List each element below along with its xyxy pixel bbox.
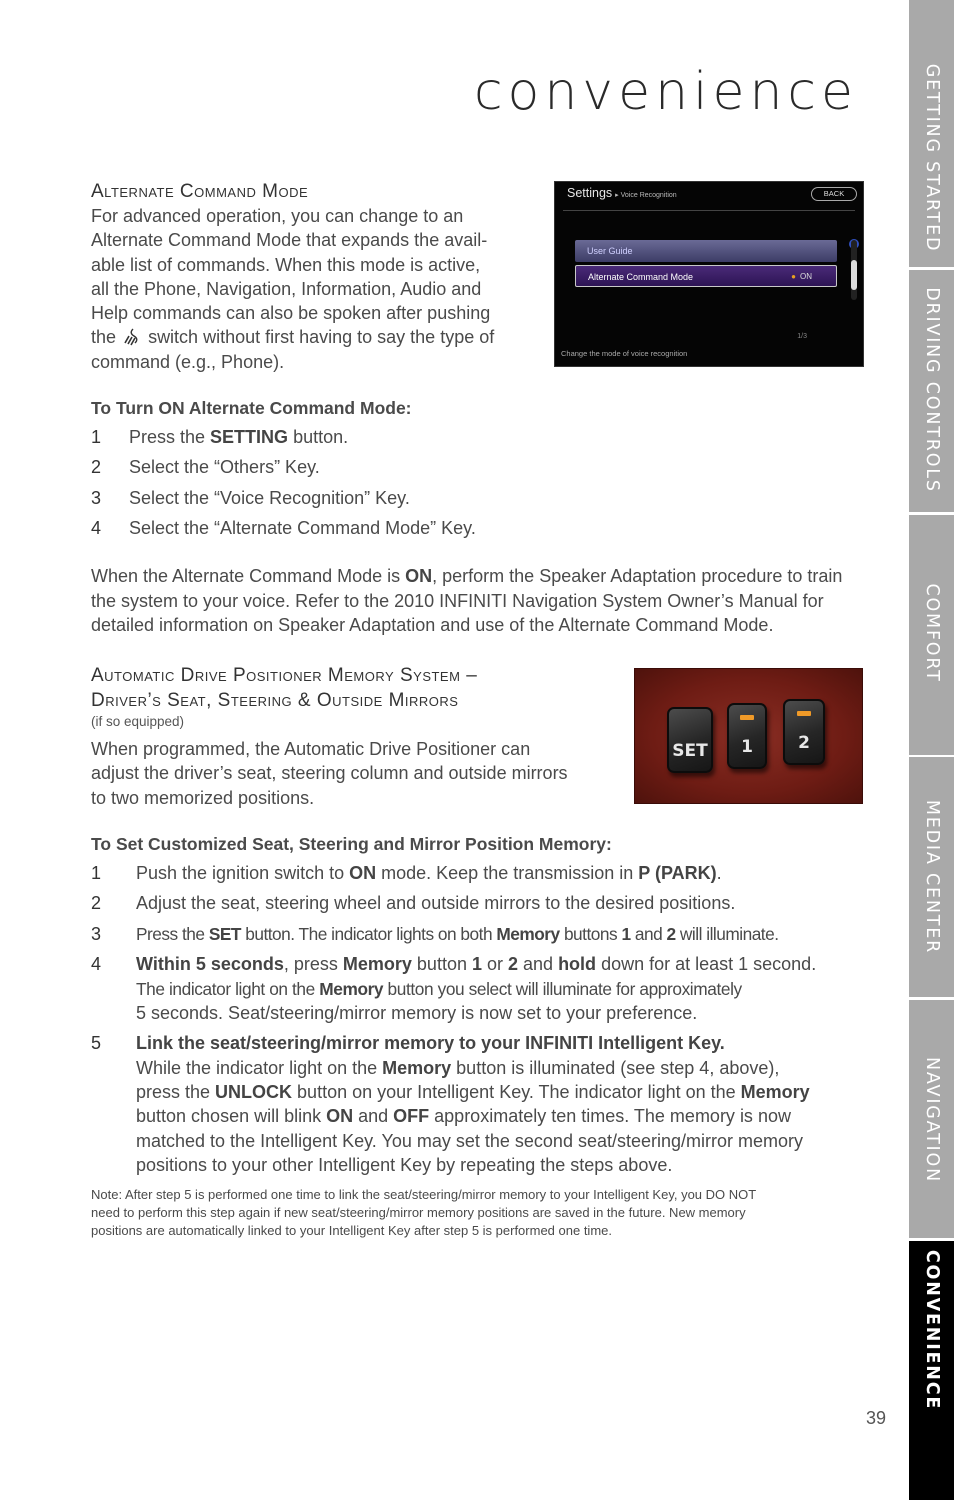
tab-navigation[interactable]: NAVIGATION xyxy=(909,1000,954,1238)
section-paragraph xyxy=(91,204,531,374)
heading-line: Automatic Drive Positioner Memory System – xyxy=(91,665,478,686)
step-number: 5 xyxy=(91,1033,102,1054)
paragraph-line: command (e.g., Phone). xyxy=(91,351,285,372)
photo-set-button: SET xyxy=(667,707,713,773)
voice-talk-icon xyxy=(121,327,143,347)
step-number: 2 xyxy=(91,457,102,478)
step-item xyxy=(91,861,863,892)
step-item xyxy=(91,1031,863,1177)
paragraph-fragment: the xyxy=(91,327,117,348)
step-number: 2 xyxy=(91,893,102,914)
page-title: convenience xyxy=(473,62,858,122)
tab-driving-controls[interactable]: DRIVING CONTROLS xyxy=(909,270,954,512)
paragraph-line: For advanced operation, you can change to an xyxy=(91,206,464,226)
step-item xyxy=(91,516,863,546)
paragraph-line: When programmed, the Automatic Drive Positioner can xyxy=(91,739,531,759)
section-heading: Alternate Command Mode xyxy=(91,181,309,202)
photo-memory-2-button: 2 xyxy=(783,699,825,765)
step-text: Within 5 seconds, press Memory button 1 or 2 and hold down for at least 1 second. The indicator light on the Memory button you select will illuminate for approximately 5 seconds. Seat/steering/mirror memory is now set to your preference. xyxy=(136,954,817,1023)
photo-memory-1-button: 1 xyxy=(727,703,767,769)
paragraph-line: detailed information on Speaker Adaptation and use of the Alternate Command Mode. xyxy=(91,614,774,635)
step-text: Link the seat/steering/mirror memory to your INFINITI Intelligent Key. While the indicator light on the Memory button is illuminated (see step 4, above), press the UNLOCK button on your Intelligent Key. The indicator light on the Memory button chosen will blink ON and OFF approximately ten times. The memory is now matched to the Intelligent Key. You may set the second seat/steering/mirror memory positions to your other Intelligent Key by repeating the steps above. xyxy=(136,1033,810,1175)
paragraph-line: adjust the driver’s seat, steering column and outside mirrors xyxy=(91,763,568,784)
screen-footer-text: Change the mode of voice recognition xyxy=(561,349,688,358)
paragraph-line: Alternate Command Mode that expands the avail- xyxy=(91,230,488,251)
tab-media-center[interactable]: MEDIA CENTER xyxy=(909,757,954,997)
step-text: Press the SETTING button. xyxy=(129,427,349,448)
equipped-note: (if so equipped) xyxy=(91,714,185,729)
note-line: need to perform this step again if new seat/steering/mirror memory positions are saved in the future. New memory xyxy=(91,1205,746,1221)
note-line: positions are automatically linked to your Intelligent Key after step 5 is performed one time. xyxy=(91,1223,612,1239)
paragraph-line: When the Alternate Command Mode is ON, perform the Speaker Adaptation procedure to train xyxy=(91,566,843,587)
footnote xyxy=(91,1186,863,1240)
screen-scrollbar xyxy=(851,240,857,300)
procedure-subhead: To Set Customized Seat, Steering and Mirror Position Memory: xyxy=(91,833,612,854)
paragraph-line: Help commands can also be spoken after pushing xyxy=(91,303,491,324)
step-item xyxy=(91,922,863,953)
step-text: Select the “Alternate Command Mode” Key. xyxy=(129,517,476,538)
screen-back-button: BACK xyxy=(811,187,857,201)
step-item xyxy=(91,425,863,455)
step-text: Press the SET button. The indicator lights on both Memory buttons 1 and 2 will illuminate. xyxy=(136,923,779,944)
tab-getting-started[interactable]: GETTING STARTED xyxy=(909,0,954,267)
paragraph-line: to two memorized positions. xyxy=(91,787,315,808)
paragraph-line: all the Phone, Navigation, Information, Audio and xyxy=(91,278,482,299)
paragraph-line: the system to your voice. Refer to the 2010 INFINITI Navigation System Owner’s Manual for xyxy=(91,590,824,611)
screen-divider xyxy=(563,210,855,211)
step-item xyxy=(91,952,863,1031)
voice-recognition-screen-image xyxy=(554,181,864,367)
paragraph-line xyxy=(91,325,531,349)
procedure-steps xyxy=(91,425,863,546)
step-text: Select the “Voice Recognition” Key. xyxy=(129,487,410,508)
procedure-steps xyxy=(91,861,863,1177)
paragraph-fragment: switch without first having to say the type of xyxy=(148,327,495,348)
indicator-light-icon xyxy=(797,711,811,716)
section-tabs xyxy=(909,0,954,1500)
heading-line: Driver’s Seat, Steering & Outside Mirrors xyxy=(91,689,459,711)
step-item xyxy=(91,455,863,485)
screen-item-status: ● ON xyxy=(791,266,812,288)
tab-comfort[interactable]: COMFORT xyxy=(909,515,954,755)
page-number: 39 xyxy=(866,1408,887,1428)
step-item xyxy=(91,891,863,922)
step-number: 3 xyxy=(91,487,102,508)
step-number: 1 xyxy=(91,427,102,448)
step-text: Select the “Others” Key. xyxy=(129,457,320,478)
step-text: Push the ignition switch to ON mode. Keep the transmission in P (PARK). xyxy=(136,862,722,883)
memory-buttons-photo xyxy=(634,668,863,804)
screen-page-count: 1/3 xyxy=(797,333,807,340)
step-number: 1 xyxy=(91,862,102,883)
screen-item-alternate-command-mode: Alternate Command Mode ● ON xyxy=(575,265,837,287)
note-line: Note: After step 5 is performed one time to link the seat/steering/mirror memory to your Intelligent Key, you DO NOT xyxy=(91,1187,757,1203)
indicator-light-icon xyxy=(740,715,754,720)
step-item xyxy=(91,486,863,516)
paragraph-line: able list of commands. When this mode is active, xyxy=(91,254,481,275)
screen-title: Settings ▸ Voice Recognition xyxy=(567,186,677,200)
after-steps-paragraph xyxy=(91,564,863,637)
step-text: Adjust the seat, steering wheel and outside mirrors to the desired positions. xyxy=(136,893,736,914)
tab-convenience[interactable]: CONVENIENCE xyxy=(909,1241,954,1500)
section-paragraph xyxy=(91,737,621,810)
step-number: 4 xyxy=(91,517,102,538)
step-number: 3 xyxy=(91,923,102,944)
screen-item-user-guide: User Guide xyxy=(575,240,837,262)
step-number: 4 xyxy=(91,954,102,975)
procedure-subhead: To Turn ON Alternate Command Mode: xyxy=(91,398,412,419)
